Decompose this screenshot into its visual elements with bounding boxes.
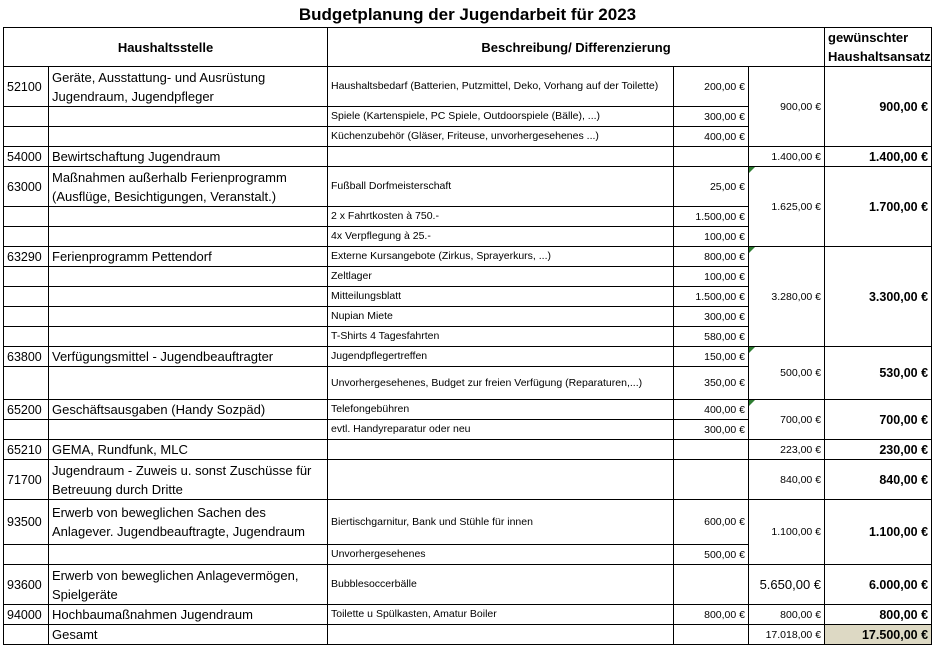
header-row <box>4 28 932 67</box>
subtotal-cell: 5.650,00 € <box>749 565 825 605</box>
total-cell: 530,00 € <box>825 347 932 400</box>
amount-cell <box>674 147 749 167</box>
amount-cell: 25,00 € <box>674 167 749 207</box>
amount-cell: 500,00 € <box>674 545 749 565</box>
description-cell: Unvorhergesehenes <box>328 545 674 565</box>
description-cell: Biertischgarnitur, Bank und Stühle für innen <box>328 500 674 545</box>
total-cell: 1.100,00 € <box>825 500 932 565</box>
amount-cell: 1.500,00 € <box>674 287 749 307</box>
table-row <box>4 347 932 367</box>
gesamt-subtotal: 17.018,00 € <box>749 625 825 645</box>
code-cell: 71700 <box>4 460 49 500</box>
subtotal-cell: 1.400,00 € <box>749 147 825 167</box>
subtotal-cell: 1.100,00 € <box>749 500 825 565</box>
header-haushaltsansatz: gewünschter Haushaltsansatz <box>825 28 932 67</box>
name-cell: Hochbaumaßnahmen Jugendraum <box>49 605 328 625</box>
code-cell: 63000 <box>4 167 49 207</box>
header-haushaltsstelle: Haushaltsstelle <box>4 28 328 67</box>
total-cell: 3.300,00 € <box>825 247 932 347</box>
name-cell: Bewirtschaftung Jugendraum <box>49 147 328 167</box>
name-cell: Ferienprogramm Pettendorf <box>49 247 328 267</box>
page-title: Budgetplanung der Jugendarbeit für 2023 <box>298 5 637 24</box>
description-cell: T-Shirts 4 Tagesfahrten <box>328 327 674 347</box>
amount-cell: 800,00 € <box>674 605 749 625</box>
budget-table <box>3 27 932 645</box>
description-cell: Fußball Dorfmeisterschaft <box>328 167 674 207</box>
subtotal-cell: 1.625,00 € <box>749 167 825 247</box>
gesamt-label: Gesamt <box>49 625 328 645</box>
name-cell: Jugendraum - Zuweis u. sonst Zuschüsse für Betreuung durch Dritte <box>49 460 328 500</box>
code-cell: 54000 <box>4 147 49 167</box>
table-row <box>4 67 932 107</box>
gesamt-total: 17.500,00 € <box>825 625 932 645</box>
subtotal-cell: 223,00 € <box>749 440 825 460</box>
code-cell: 94000 <box>4 605 49 625</box>
amount-cell: 1.500,00 € <box>674 207 749 227</box>
name-cell: Verfügungsmittel - Jugendbeauftragter <box>49 347 328 367</box>
amount-cell <box>674 565 749 605</box>
description-cell: Telefongebühren <box>328 400 674 420</box>
total-cell: 700,00 € <box>825 400 932 440</box>
description-cell: Mitteilungsblatt <box>328 287 674 307</box>
description-cell: Unvorhergesehenes, Budget zur freien Verfügung (Reparaturen,...) <box>328 367 674 400</box>
amount-cell: 300,00 € <box>674 420 749 440</box>
total-cell: 6.000,00 € <box>825 565 932 605</box>
code-cell: 93600 <box>4 565 49 605</box>
total-cell: 230,00 € <box>825 440 932 460</box>
table-row <box>4 147 932 167</box>
description-cell: Jugendpflegertreffen <box>328 347 674 367</box>
table-row <box>4 565 932 605</box>
code-cell: 52100 <box>4 67 49 107</box>
description-cell: Toilette u Spülkasten, Amatur Boiler <box>328 605 674 625</box>
header-beschreibung: Beschreibung/ Differenzierung <box>328 28 825 67</box>
description-cell: Spiele (Kartenspiele, PC Spiele, Outdoorspiele (Bälle), ...) <box>328 107 674 127</box>
code-cell: 63800 <box>4 347 49 367</box>
amount-cell <box>674 440 749 460</box>
table-row <box>4 247 932 267</box>
name-cell: Maßnahmen außerhalb Ferienprogramm (Ausflüge, Besichtigungen, Veranstalt.) <box>49 167 328 207</box>
description-cell: Küchenzubehör (Gläser, Friteuse, unvorhergesehenes ...) <box>328 127 674 147</box>
table-row <box>4 167 932 207</box>
total-cell: 800,00 € <box>825 605 932 625</box>
code-cell: 65200 <box>4 400 49 420</box>
amount-cell: 300,00 € <box>674 107 749 127</box>
description-cell <box>328 147 674 167</box>
description-cell: evtl. Handyreparatur oder neu <box>328 420 674 440</box>
total-cell: 840,00 € <box>825 460 932 500</box>
description-cell: 2 x Fahrtkosten à 750.- <box>328 207 674 227</box>
gesamt-row <box>4 625 932 645</box>
amount-cell: 800,00 € <box>674 247 749 267</box>
amount-cell: 150,00 € <box>674 347 749 367</box>
description-cell: 4x Verpflegung à 25.- <box>328 227 674 247</box>
total-cell: 1.400,00 € <box>825 147 932 167</box>
description-cell: Bubblesoccerbälle <box>328 565 674 605</box>
table-row <box>4 460 932 500</box>
name-cell: Erwerb von beweglichen Sachen des Anlagever. Jugendbeauftragte, Jugendraum <box>49 500 328 545</box>
subtotal-cell: 900,00 € <box>749 67 825 147</box>
amount-cell: 400,00 € <box>674 127 749 147</box>
table-row <box>4 500 932 545</box>
table-row <box>4 440 932 460</box>
amount-cell: 400,00 € <box>674 400 749 420</box>
amount-cell: 600,00 € <box>674 500 749 545</box>
code-cell: 93500 <box>4 500 49 545</box>
name-cell: Geräte, Ausstattung- und Ausrüstung Jugendraum, Jugendpfleger <box>49 67 328 107</box>
description-cell: Zeltlager <box>328 267 674 287</box>
code-cell: 65210 <box>4 440 49 460</box>
amount-cell: 350,00 € <box>674 367 749 400</box>
subtotal-cell: 3.280,00 € <box>749 247 825 347</box>
table-row <box>4 605 932 625</box>
name-cell: Geschäftsausgaben (Handy Sozpäd) <box>49 400 328 420</box>
description-cell <box>328 460 674 500</box>
description-cell: Externe Kursangebote (Zirkus, Sprayerkurs, ...) <box>328 247 674 267</box>
name-cell: Erwerb von beweglichen Anlagevermögen, Spielgeräte <box>49 565 328 605</box>
amount-cell: 100,00 € <box>674 267 749 287</box>
table-row <box>4 400 932 420</box>
amount-cell: 580,00 € <box>674 327 749 347</box>
name-cell: GEMA, Rundfunk, MLC <box>49 440 328 460</box>
subtotal-cell: 500,00 € <box>749 347 825 400</box>
description-cell <box>328 440 674 460</box>
amount-cell: 300,00 € <box>674 307 749 327</box>
amount-cell: 100,00 € <box>674 227 749 247</box>
description-cell: Haushaltsbedarf (Batterien, Putzmittel, Deko, Vorhang auf der Toilette) <box>328 67 674 107</box>
total-cell: 900,00 € <box>825 67 932 147</box>
description-cell: Nupian Miete <box>328 307 674 327</box>
amount-cell: 200,00 € <box>674 67 749 107</box>
amount-cell <box>674 460 749 500</box>
subtotal-cell: 800,00 € <box>749 605 825 625</box>
code-cell: 63290 <box>4 247 49 267</box>
subtotal-cell: 840,00 € <box>749 460 825 500</box>
subtotal-cell: 700,00 € <box>749 400 825 440</box>
total-cell: 1.700,00 € <box>825 167 932 247</box>
